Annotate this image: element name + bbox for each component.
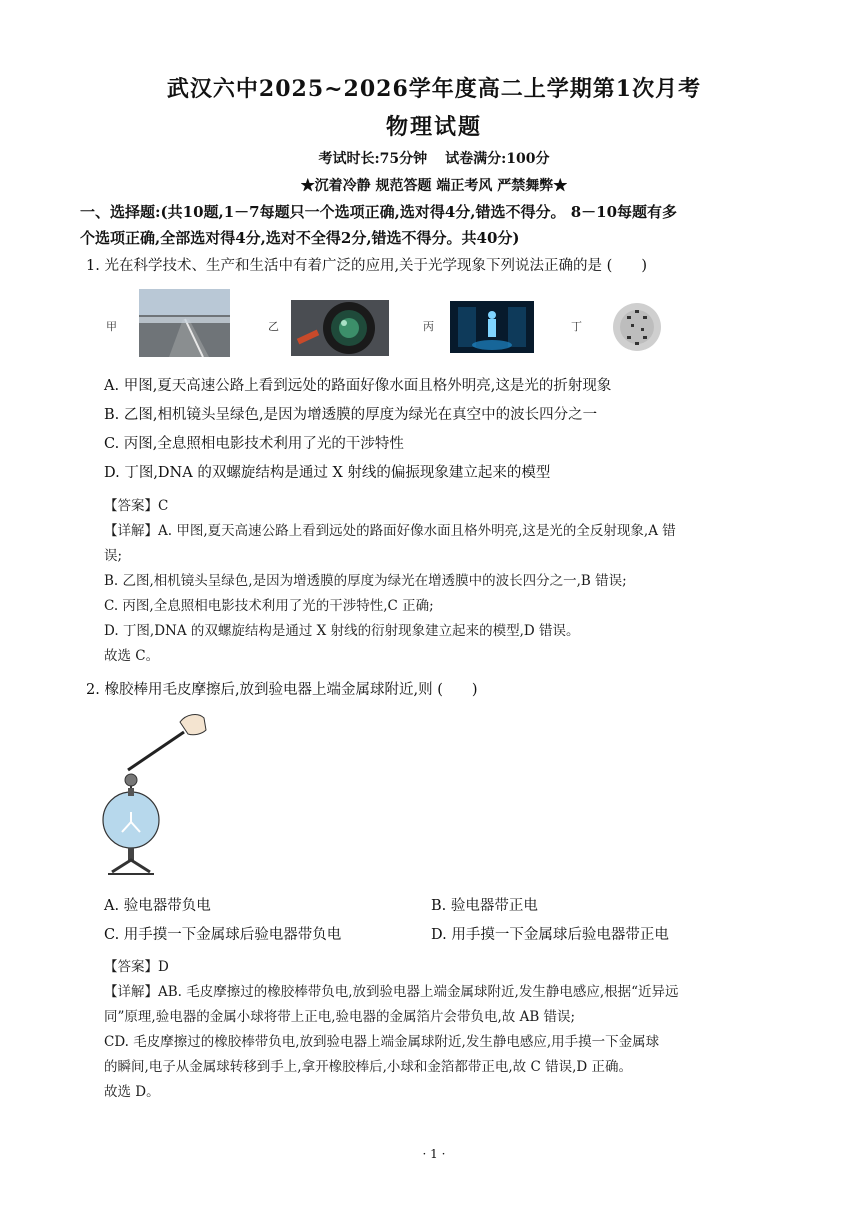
- q1-image-label-b: 乙: [268, 320, 279, 333]
- q2-explanation-line: CD. 毛皮摩擦过的橡胶棒带负电,放到验电器上端金属球附近,发生静电感应,用手摸一下金属球: [104, 1034, 660, 1050]
- exam-full-score: 试卷满分:100分: [445, 151, 550, 167]
- section-heading-line2: 个选项正确,全部选对得4分,选对不全得2分,错选不得分。共40分): [80, 229, 520, 247]
- q1-explanation-line: 误;: [104, 548, 123, 564]
- q2-electroscope-figure: [98, 708, 218, 886]
- q1-answer: 【答案】C: [104, 498, 169, 514]
- exam-title: 武汉六中2025~2026学年度高二上学期第1次月考: [166, 76, 702, 102]
- q2-explanation-line: 【详解】AB. 毛皮摩擦过的橡胶棒带负电,放到验电器上端金属球附近,发生静电感应,根据“近异远: [104, 984, 679, 1000]
- q1-explanation-line: 【详解】A. 甲图,夏天高速公路上看到远处的路面好像水面且格外明亮,这是光的全反射现象,A 错: [104, 523, 676, 539]
- section-heading: [80, 199, 792, 251]
- q1-image-hologram: [450, 301, 534, 353]
- q2-option-d: D. 用手摸一下金属球后验电器带正电: [431, 927, 669, 943]
- q1-image-label-a: 甲: [106, 320, 117, 333]
- q1-solution: [104, 494, 794, 669]
- q2-explanation-line: 同”原理,验电器的金属小球将带上正电,验电器的金属箔片会带负电,故 AB 错误;: [104, 1009, 576, 1025]
- q1-option-d: D. 丁图,DNA 的双螺旋结构是通过 X 射线的偏振现象建立起来的模型: [104, 465, 551, 481]
- q2-explanation-line: 故选 D。: [104, 1084, 160, 1100]
- q2-option-a: A. 验电器带负电: [104, 898, 211, 914]
- exam-subject: 物理试题: [385, 114, 482, 140]
- exam-motto: ★沉着冷静 规范答题 端正考风 严禁舞弊★: [300, 178, 568, 194]
- q1-explanation-line: C. 丙图,全息照相电影技术利用了光的干涉特性,C 正确;: [104, 598, 434, 614]
- q2-stem: 2. 橡胶棒用毛皮摩擦后,放到验电器上端金属球附近,则 ( ): [86, 682, 478, 698]
- q1-image-label-d: 丁: [571, 320, 582, 333]
- q1-image-label-c: 丙: [423, 320, 434, 333]
- q1-explanation-line: B. 乙图,相机镜头呈绿色,是因为增透膜的厚度为绿光在增透膜中的波长四分之一,B 错误;: [104, 573, 627, 589]
- q1-image-camera-lens: [291, 300, 389, 356]
- q2-solution: [104, 955, 794, 1105]
- page-number: · 1 ·: [422, 1147, 446, 1161]
- q1-stem: 1. 光在科学技术、生产和生活中有着广泛的应用,关于光学现象下列说法正确的是 ( ): [86, 258, 647, 274]
- q1-explanation-line: 故选 C。: [104, 648, 160, 664]
- q1-image-highway: [139, 289, 230, 357]
- exam-meta: [0, 148, 868, 168]
- q1-option-c: C. 丙图,全息照相电影技术利用了光的干涉特性: [104, 436, 404, 452]
- q1-explanation-line: D. 丁图,DNA 的双螺旋结构是通过 X 射线的衍射现象建立起来的模型,D 错误。: [104, 623, 580, 639]
- q2-option-b: B. 验电器带正电: [431, 898, 538, 914]
- q1-option-a: A. 甲图,夏天高速公路上看到远处的路面好像水面且格外明亮,这是光的折射现象: [104, 378, 612, 394]
- q2-option-c: C. 用手摸一下金属球后验电器带负电: [104, 927, 342, 943]
- q2-explanation-line: 的瞬间,电子从金属球转移到手上,拿开橡胶棒后,小球和金箔都带正电,故 C 错误,D 正确。: [104, 1059, 632, 1075]
- q1-image-dna-xray: [611, 302, 664, 353]
- exam-duration: 考试时长:75分钟: [318, 151, 428, 167]
- q2-answer: 【答案】D: [104, 959, 169, 975]
- section-heading-line1: 一、选择题:(共10题,1－7每题只一个选项正确,选对得4分,错选不得分。 8－10每题有多: [80, 203, 678, 221]
- q1-option-b: B. 乙图,相机镜头呈绿色,是因为增透膜的厚度为绿光在真空中的波长四分之一: [104, 407, 598, 423]
